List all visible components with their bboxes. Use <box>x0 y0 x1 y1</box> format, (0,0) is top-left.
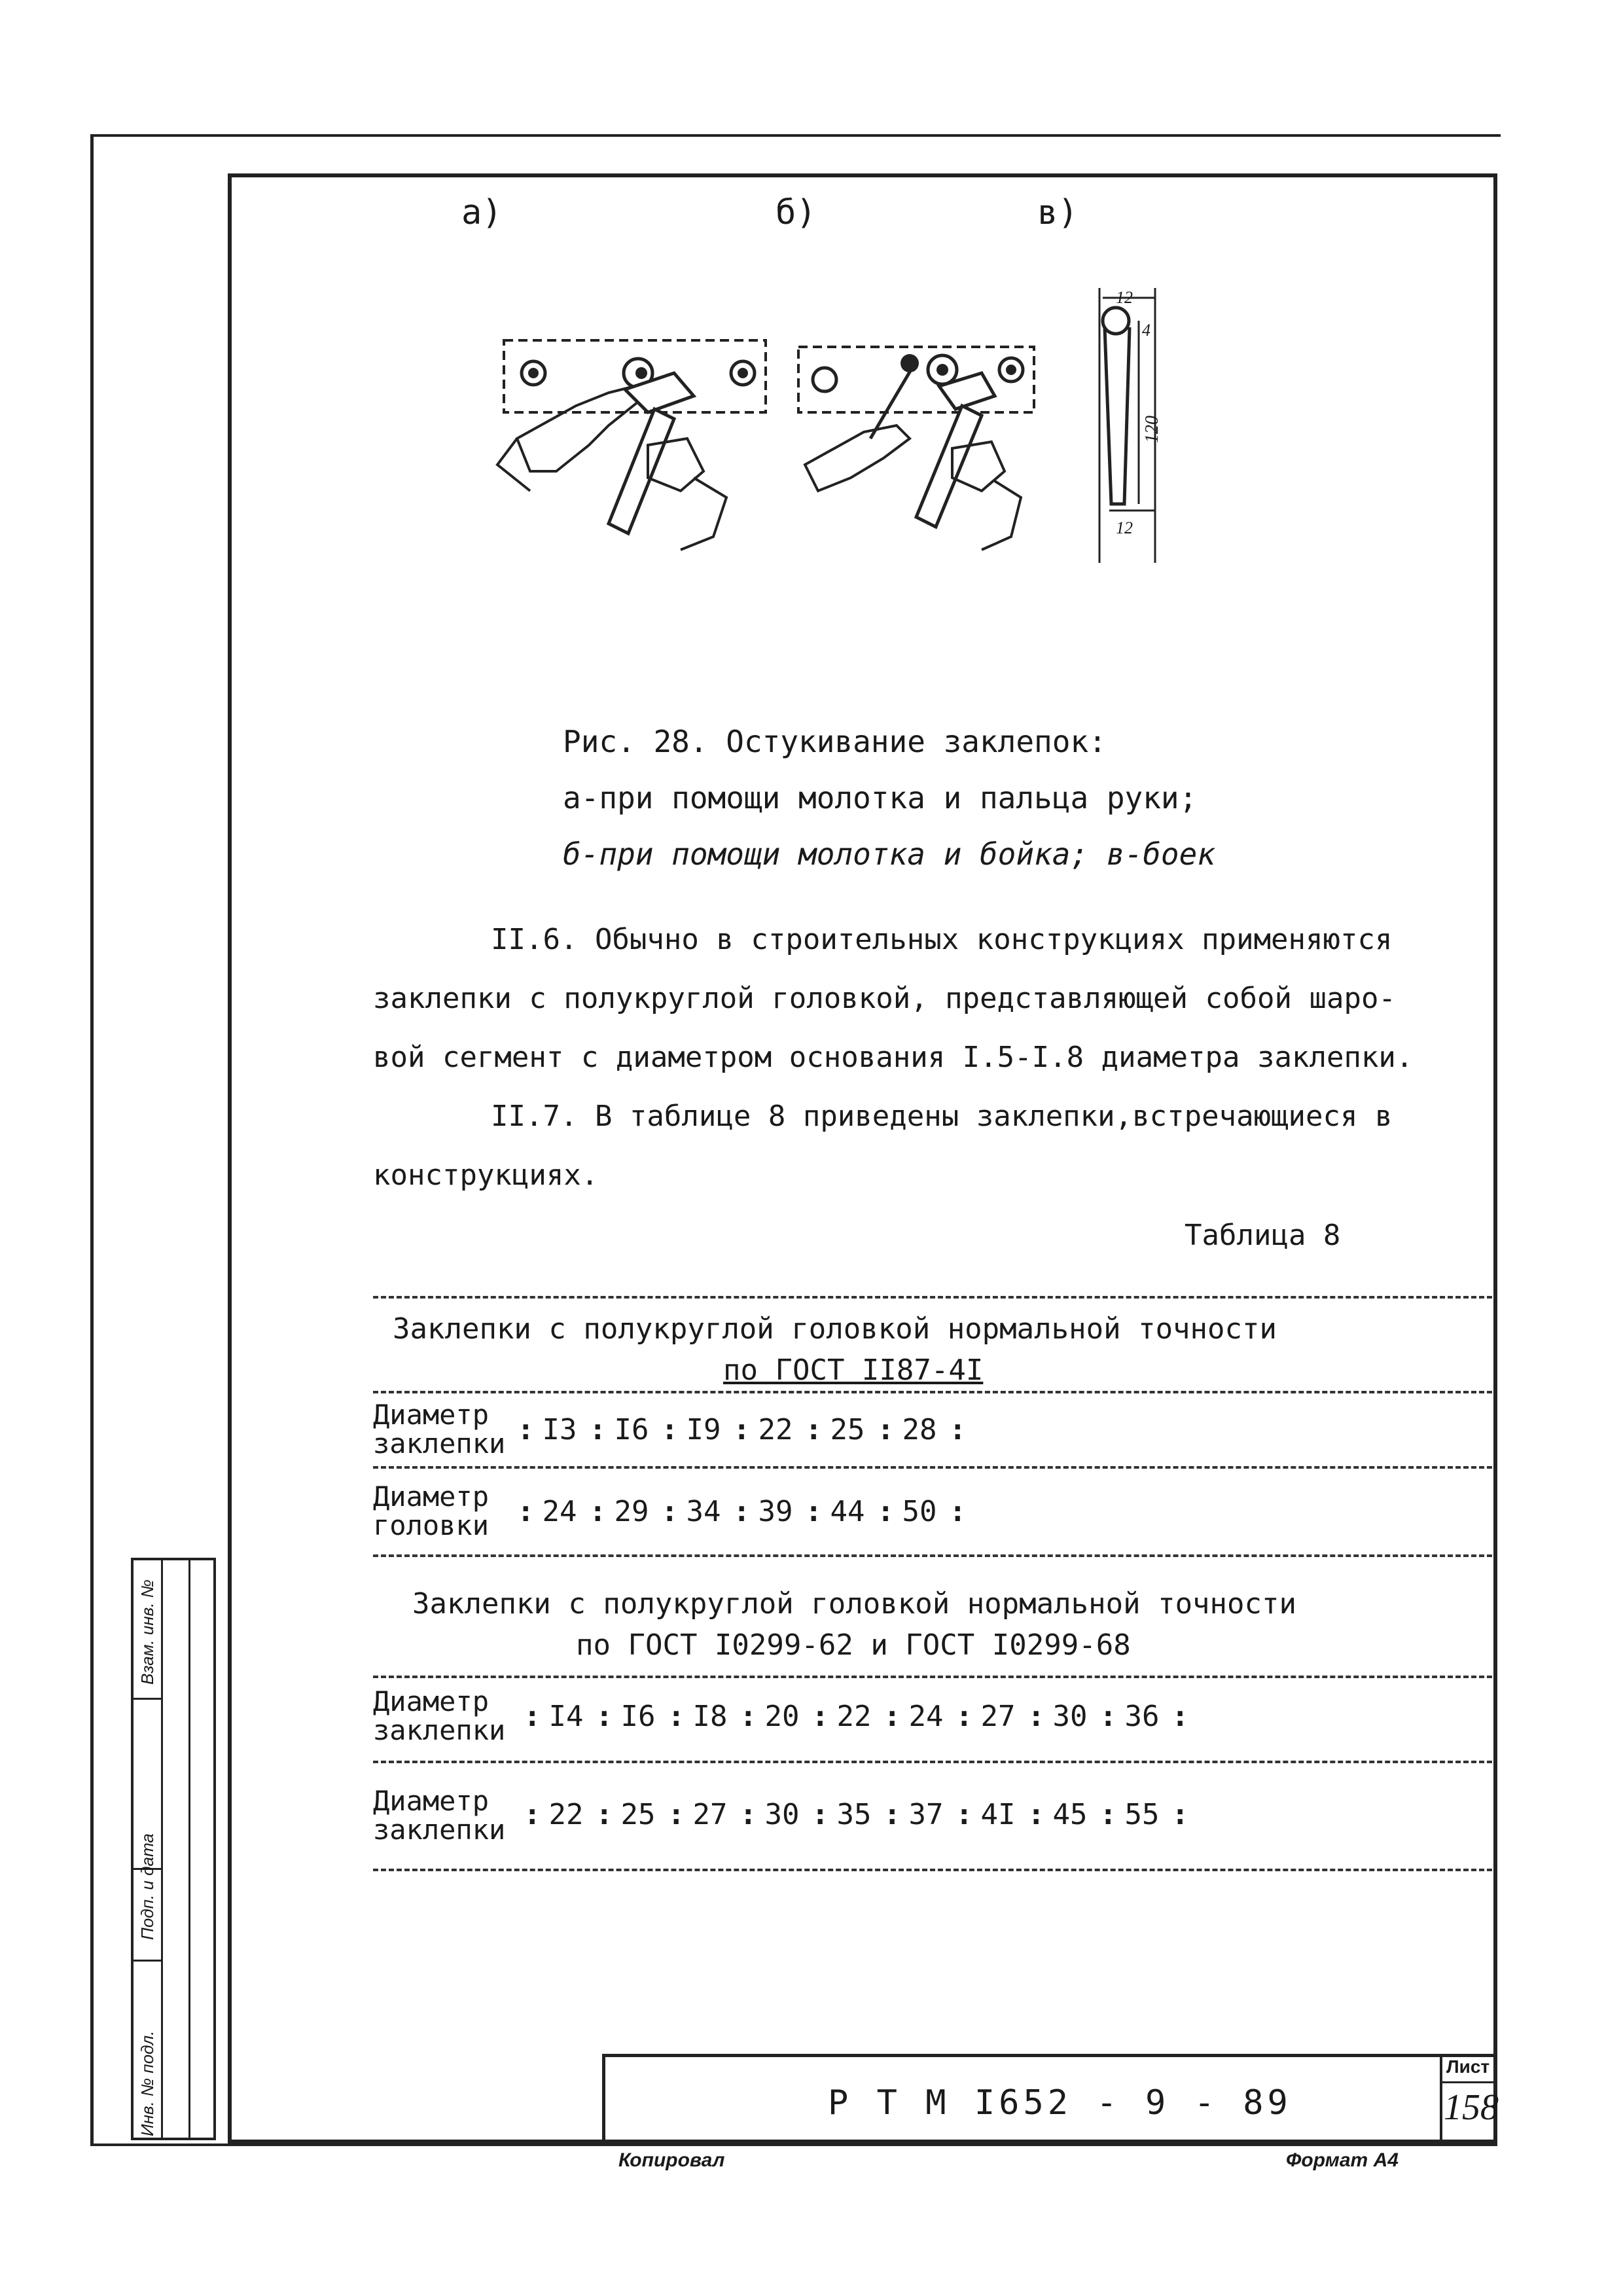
paragraph-11-6-line1: II.6. Обычно в строительных конструкциях применяются <box>491 923 1393 956</box>
dimension-bottom: 12 <box>1116 518 1133 537</box>
section1-row1-values: : I3 : I6 : I9 : 22 : 25 : 28 : <box>517 1412 967 1446</box>
table-cell: 25 <box>620 1797 656 1831</box>
table-rule <box>373 1676 1492 1678</box>
section2-heading-line1: Заклепки с полукруглой головкой нормальной точности <box>412 1587 1297 1621</box>
sheet-box <box>1440 2054 1499 2144</box>
dimension-head: 4 <box>1142 321 1150 340</box>
section2-row2-values: : 22 : 25 : 27 : 30 : 35 : 37 : 4I : 45 : 55 : <box>524 1797 1189 1831</box>
table-cell: 45 <box>1052 1797 1088 1831</box>
paragraph-11-7-line2: конструкциях. <box>373 1158 599 1192</box>
table-cell: 28 <box>902 1412 937 1446</box>
footer-format: Формат А4 <box>1286 2149 1399 2171</box>
bottom-rule <box>90 2144 1497 2146</box>
section1-row2-label: Диаметр головки <box>373 1480 490 1541</box>
table-cell: 4I <box>980 1797 1016 1831</box>
table-cell: 25 <box>830 1412 865 1446</box>
figure-label-v: в) <box>1037 193 1079 232</box>
table-cell: 22 <box>758 1412 793 1446</box>
table-cell: 36 <box>1124 1699 1160 1733</box>
dimension-length: 120 <box>1142 416 1162 443</box>
table-cell: I9 <box>686 1412 721 1446</box>
table-cell: 44 <box>830 1494 865 1528</box>
table-rule <box>373 1554 1492 1557</box>
table-cell: I4 <box>548 1699 584 1733</box>
table-cell: I8 <box>692 1699 728 1733</box>
section2-row2-label: Диаметр заклепки <box>373 1785 506 1846</box>
table-cell: 24 <box>908 1699 944 1733</box>
table-cell: 34 <box>686 1494 721 1528</box>
table-cell: 55 <box>1124 1797 1160 1831</box>
table-cell: 20 <box>764 1699 800 1733</box>
side-registration-strip <box>131 1558 216 2140</box>
footer-copied-by: Копировал <box>618 2149 725 2171</box>
table-cell: 27 <box>980 1699 1016 1733</box>
table-rule <box>373 1296 1492 1299</box>
paragraph-11-7-line1: II.7. В таблице 8 приведены заклепки,встречающиеся в <box>491 1100 1393 1133</box>
table-cell: 37 <box>908 1797 944 1831</box>
table-cell: 30 <box>1052 1699 1088 1733</box>
table-cell: I6 <box>614 1412 649 1446</box>
table-title: Таблица 8 <box>1185 1219 1341 1252</box>
section2-row1-label: Диаметр заклепки <box>373 1685 506 1746</box>
table-cell: 22 <box>836 1699 872 1733</box>
table-cell: 35 <box>836 1797 872 1831</box>
sheet-label: Лист <box>1446 2056 1490 2077</box>
figure-caption-title: Рис. 28. Остукивание заклепок: <box>563 724 1107 759</box>
figure-label-b: б) <box>776 193 817 232</box>
table-cell: 24 <box>542 1494 577 1528</box>
section2-row1-values: : I4 : I6 : I8 : 20 : 22 : 24 : 27 : 30 : 36 : <box>524 1699 1189 1733</box>
table-cell: 39 <box>758 1494 793 1528</box>
side-label-replacement: Взам. инв. № <box>137 1579 157 1685</box>
figure-label-a: а) <box>461 193 503 232</box>
figure-caption-b: б-при помощи молотка и бойка; в-боек <box>563 836 1215 872</box>
paragraph-11-6-line2: заклепки с полукруглой головкой, представляющей собой шаро- <box>373 982 1396 1015</box>
table-cell: I6 <box>620 1699 656 1733</box>
side-label-signature: Подп. и дата <box>137 1833 157 1940</box>
section1-row2-values: : 24 : 29 : 34 : 39 : 44 : 50 : <box>517 1494 967 1528</box>
table-cell: 27 <box>692 1797 728 1831</box>
riveting-illustration <box>478 275 1198 583</box>
section1-heading-line2: по ГОСТ II87-4I <box>723 1354 984 1387</box>
section1-heading-line1: Заклепки с полукруглой головкой нормальной точности <box>393 1312 1277 1346</box>
figure-caption-a: а-при помощи молотка и пальца руки; <box>563 780 1198 816</box>
table-rule <box>373 1391 1492 1393</box>
table-rule <box>373 1869 1492 1871</box>
sheet-number: 158 <box>1444 2087 1499 2128</box>
table-rule <box>373 1761 1492 1763</box>
table-cell: 29 <box>614 1494 649 1528</box>
section1-row1-label: Диаметр заклепки <box>373 1399 506 1460</box>
table-rule <box>373 1466 1492 1469</box>
dimension-top: 12 <box>1116 288 1133 307</box>
table-cell: 50 <box>902 1494 937 1528</box>
title-block <box>602 2054 1493 2144</box>
paragraph-11-6-line3: вой сегмент с диаметром основания I.5-I.8 диаметра заклепки. <box>373 1041 1414 1074</box>
section2-heading-line2: по ГОСТ I0299-62 и ГОСТ I0299-68 <box>576 1628 1131 1662</box>
table-cell: I3 <box>542 1412 577 1446</box>
side-label-inventory: Инв. № подл. <box>137 2030 157 2136</box>
plate-b <box>798 347 1034 412</box>
table-cell: 30 <box>764 1797 800 1831</box>
table-cell: 22 <box>548 1797 584 1831</box>
document-code: Р Т М I652 - 9 - 89 <box>828 2083 1292 2123</box>
